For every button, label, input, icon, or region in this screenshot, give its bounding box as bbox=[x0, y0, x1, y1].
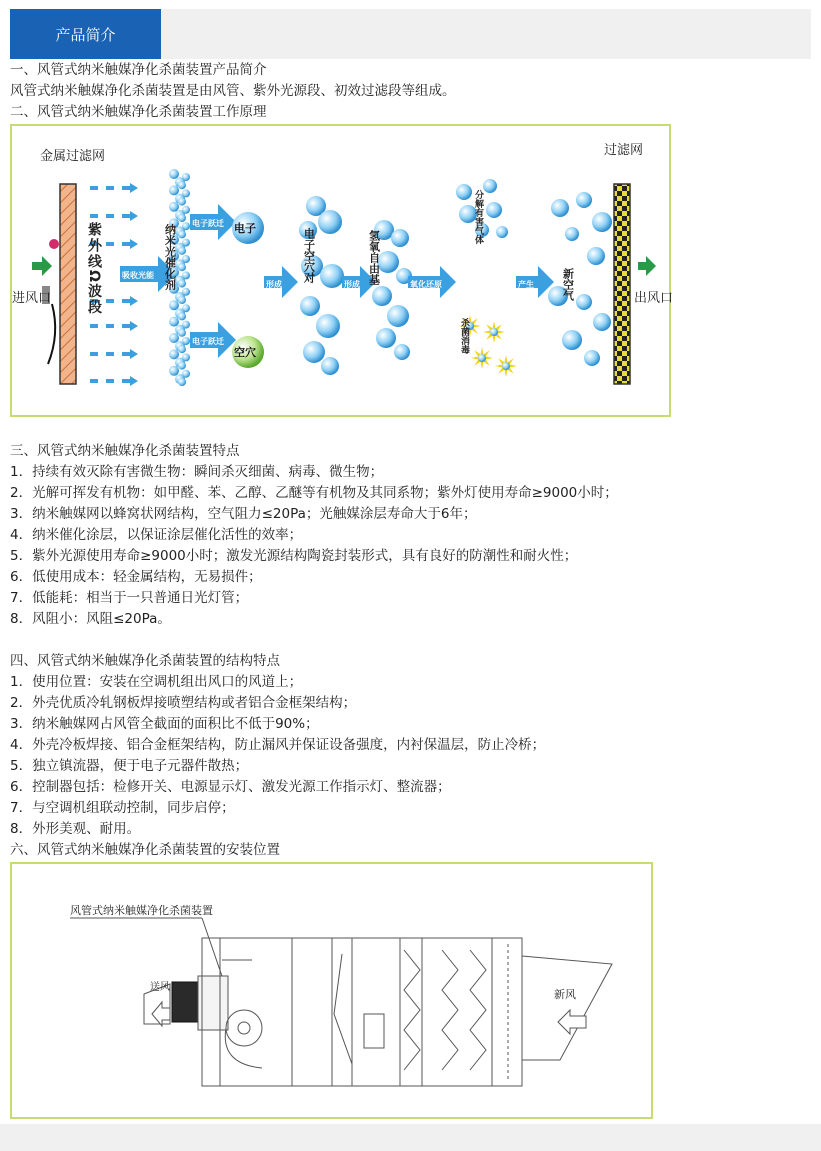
catalyst-bubble bbox=[178, 230, 186, 238]
pair-bubble bbox=[318, 210, 342, 234]
produce-label: 产生 bbox=[518, 280, 534, 289]
decompose-bubble bbox=[486, 202, 502, 218]
heading-install: 六、风管式纳米触媒净化杀菌装置的安装位置 bbox=[10, 842, 280, 858]
device-leader bbox=[202, 918, 224, 982]
outlet-label: 出风口 bbox=[634, 291, 674, 306]
device-label: 风管式纳米触媒净化杀菌装置 bbox=[70, 904, 213, 917]
fresh-air-bubble bbox=[584, 350, 600, 366]
airflow-dash bbox=[106, 186, 114, 190]
fan-housing bbox=[226, 1010, 262, 1046]
catalyst-bubble bbox=[169, 317, 179, 327]
heading-features: 三、风管式纳米触媒净化杀菌装置特点 bbox=[10, 443, 240, 459]
airflow-dash bbox=[122, 352, 130, 356]
catalyst-bubble bbox=[178, 214, 186, 222]
fresh-air-bubble bbox=[551, 199, 569, 217]
feature-8: 8．风阻小：风阻≤20Pa。 bbox=[10, 611, 171, 627]
airflow-arrowhead bbox=[130, 183, 138, 193]
pair-bubble bbox=[316, 314, 340, 338]
catalyst-bubble bbox=[169, 300, 179, 310]
feature-4: 4．纳米催化涂层，以保证涂层催化活性的效率； bbox=[10, 527, 303, 543]
filter-screen bbox=[614, 184, 630, 384]
catalyst-label: 纳米光催化剂 bbox=[163, 224, 177, 290]
heading-structure: 四、风管式纳米触媒净化杀菌装置的结构特点 bbox=[10, 653, 280, 669]
feature-7: 7．低能耗：相当于一只普通日光灯管； bbox=[10, 590, 249, 606]
feature-1: 1．持续有效灭除有害微生物：瞬间杀灭细菌、病毒、微生物； bbox=[10, 464, 384, 480]
radical-bubble bbox=[394, 344, 410, 360]
diagonal-filter bbox=[334, 954, 352, 1064]
redox-label: 氧化还原 bbox=[410, 280, 442, 289]
sterilize-label: 杀菌消毒 bbox=[459, 318, 469, 354]
catalyst-bubble bbox=[178, 181, 186, 189]
catalyst-bubble bbox=[178, 362, 186, 370]
access-door bbox=[364, 1014, 384, 1048]
structure-4: 4．外壳冷板焊接、铝合金框架结构，防止漏风并保证设备强度，内衬保温层，防止冷桥； bbox=[10, 737, 546, 753]
inlet-arrow-icon bbox=[32, 256, 52, 276]
fresh-air-bubble bbox=[593, 313, 611, 331]
sterilize-bubble bbox=[490, 328, 498, 336]
airflow-dash bbox=[106, 324, 114, 328]
catalyst-bubble bbox=[178, 247, 186, 255]
fresh-label: 新风 bbox=[554, 988, 576, 1001]
catalyst-bubble bbox=[178, 312, 186, 320]
heading-principle: 二、风管式纳米触媒净化杀菌装置工作原理 bbox=[10, 104, 267, 120]
catalyst-bubble bbox=[178, 263, 186, 271]
structure-7: 7．与空调机组联动控制，同步启停； bbox=[10, 800, 235, 816]
absorb-label: 吸收光能 bbox=[122, 271, 154, 280]
transition-bottom-label: 电子跃迁 bbox=[192, 337, 224, 346]
radical-bubble bbox=[376, 328, 396, 348]
catalyst-bubble bbox=[178, 345, 186, 353]
hole-label: 空穴 bbox=[234, 346, 256, 359]
radical-bubble bbox=[372, 286, 392, 306]
catalyst-bubble bbox=[169, 366, 179, 376]
decompose-bubble bbox=[456, 184, 472, 200]
airflow-dash bbox=[122, 214, 130, 218]
decompose-label: 分解有害气体 bbox=[473, 190, 483, 244]
structure-8: 8．外形美观、耐用。 bbox=[10, 821, 141, 837]
airflow-dash bbox=[106, 379, 114, 383]
supply-label: 送风 bbox=[150, 982, 170, 993]
pair-label: 电子空穴对 bbox=[302, 228, 316, 283]
airflow-arrowhead bbox=[130, 349, 138, 359]
form2-label: 形成 bbox=[344, 280, 360, 289]
airflow-dash bbox=[106, 214, 114, 218]
catalyst-bubble bbox=[169, 169, 179, 179]
fresh-air-bubble bbox=[592, 212, 612, 232]
bottom-bar bbox=[0, 1124, 821, 1151]
airflow-dash bbox=[90, 352, 98, 356]
form1-label: 形成 bbox=[266, 280, 282, 289]
airflow-arrowhead bbox=[130, 239, 138, 249]
airflow-dash bbox=[90, 324, 98, 328]
airflow-arrowhead bbox=[130, 296, 138, 306]
pair-bubble bbox=[321, 357, 339, 375]
airflow-dash bbox=[90, 214, 98, 218]
airflow-dash bbox=[106, 352, 114, 356]
install-svg bbox=[12, 864, 651, 1117]
intro-text: 风管式纳米触媒净化杀菌装置是由风管、紫外光源段、初效过滤段等组成。 bbox=[10, 83, 456, 99]
fresh-inlet bbox=[522, 956, 612, 1060]
airflow-dash bbox=[90, 379, 98, 383]
radical-bubble bbox=[391, 229, 409, 247]
feature-5: 5．紫外光源使用寿命≥9000小时；激发光源结构陶瓷封装形式，具有良好的防潮性和耐火性； bbox=[10, 548, 578, 564]
pair-bubble bbox=[320, 264, 344, 288]
airflow-dash bbox=[106, 299, 114, 303]
airflow-dash bbox=[106, 242, 114, 246]
airflow-dash bbox=[90, 186, 98, 190]
catalyst-bubble bbox=[178, 296, 186, 304]
principle-svg bbox=[12, 126, 674, 415]
metal-filter bbox=[60, 184, 76, 384]
inlet-label: 进风口 bbox=[12, 291, 52, 306]
feature-6: 6．低使用成本：轻金属结构，无易损件； bbox=[10, 569, 262, 585]
pair-bubble bbox=[303, 341, 325, 363]
transition-top-label: 电子跃迁 bbox=[192, 219, 224, 228]
catalyst-bubble bbox=[169, 202, 179, 212]
catalyst-bubble bbox=[169, 349, 179, 359]
sterilize-bubble bbox=[478, 354, 486, 362]
fresh-air-bubble bbox=[562, 330, 582, 350]
airflow-dash bbox=[122, 299, 130, 303]
fresh-air-bubble bbox=[576, 294, 592, 310]
catalyst-bubble bbox=[169, 185, 179, 195]
feature-2: 2．光解可挥发有机物：如甲醛、苯、乙醇、乙醚等有机物及其同系物；紫外灯使用寿命≥9000小时； bbox=[10, 485, 618, 501]
metal-filter-label: 金属过滤网 bbox=[40, 149, 106, 164]
airflow-arrowhead bbox=[130, 211, 138, 221]
decompose-bubble bbox=[483, 179, 497, 193]
structure-2: 2．外壳优质冷轧钢板焊接喷塑结构或者铝合金框架结构； bbox=[10, 695, 357, 711]
coil-zigzag-2 bbox=[442, 950, 458, 1070]
power-cord bbox=[48, 304, 55, 364]
airflow-dash bbox=[122, 242, 130, 246]
principle-diagram bbox=[10, 124, 674, 417]
electron-label: 电子 bbox=[234, 222, 256, 235]
airflow-arrowhead bbox=[130, 376, 138, 386]
catalyst-bubble bbox=[178, 329, 186, 337]
heading-intro: 一、风管式纳米触媒净化杀菌装置产品简介 bbox=[10, 62, 267, 78]
fan-hub bbox=[238, 1022, 250, 1034]
radical-label: 氢氧自由基 bbox=[367, 230, 381, 285]
decompose-bubble bbox=[496, 226, 508, 238]
sterilize-bubble bbox=[502, 362, 510, 370]
fresh-air-bubble bbox=[565, 227, 579, 241]
airflow-dash bbox=[122, 186, 130, 190]
fresh-arrow-icon bbox=[558, 1010, 586, 1034]
fresh-air-bubble bbox=[587, 247, 605, 265]
catalyst-bubble bbox=[169, 333, 179, 343]
pair-bubbles bbox=[299, 196, 344, 375]
structure-3: 3．纳米触媒网占风管全截面的面积比不低于90%； bbox=[10, 716, 319, 732]
airflow-dash bbox=[122, 324, 130, 328]
coil-zigzag-3 bbox=[470, 950, 486, 1070]
feature-3: 3．纳米触媒网以蜂窝状网结构，空气阻力≤20Pa；光触媒涂层寿命大于6年； bbox=[10, 506, 477, 522]
catalyst-bubble bbox=[178, 280, 186, 288]
coil-zigzag-1 bbox=[404, 950, 420, 1070]
indicator-dot bbox=[49, 239, 59, 249]
outlet-arrow-icon bbox=[638, 256, 656, 276]
fresh-air-label: 新空气 bbox=[561, 268, 575, 301]
structure-5: 5．独立镇流器，便于电子元器件散热； bbox=[10, 758, 249, 774]
structure-6: 6．控制器包括：检修开关、电源显示灯、激发光源工作指示灯、整流器； bbox=[10, 779, 451, 795]
supply-arrow-icon bbox=[152, 1002, 170, 1026]
airflow-dash bbox=[122, 379, 130, 383]
tab-product-intro[interactable]: 产品简介 bbox=[10, 9, 161, 59]
catalyst-bubble bbox=[178, 378, 186, 386]
radical-bubble bbox=[387, 305, 409, 327]
structure-1: 1．使用位置：安装在空调机组出风口的风道上； bbox=[10, 674, 303, 690]
filter-label: 过滤网 bbox=[604, 143, 644, 158]
pair-bubble bbox=[300, 296, 320, 316]
fresh-air-bubbles bbox=[548, 192, 612, 366]
tab-bar bbox=[10, 9, 811, 59]
catalyst-bubble bbox=[178, 198, 186, 206]
airflow-arrowhead bbox=[130, 321, 138, 331]
uv-label: 紫外线Ω波段 bbox=[86, 222, 102, 316]
fresh-air-bubble bbox=[576, 192, 592, 208]
lamp-section bbox=[172, 982, 198, 1022]
install-diagram bbox=[10, 862, 653, 1119]
